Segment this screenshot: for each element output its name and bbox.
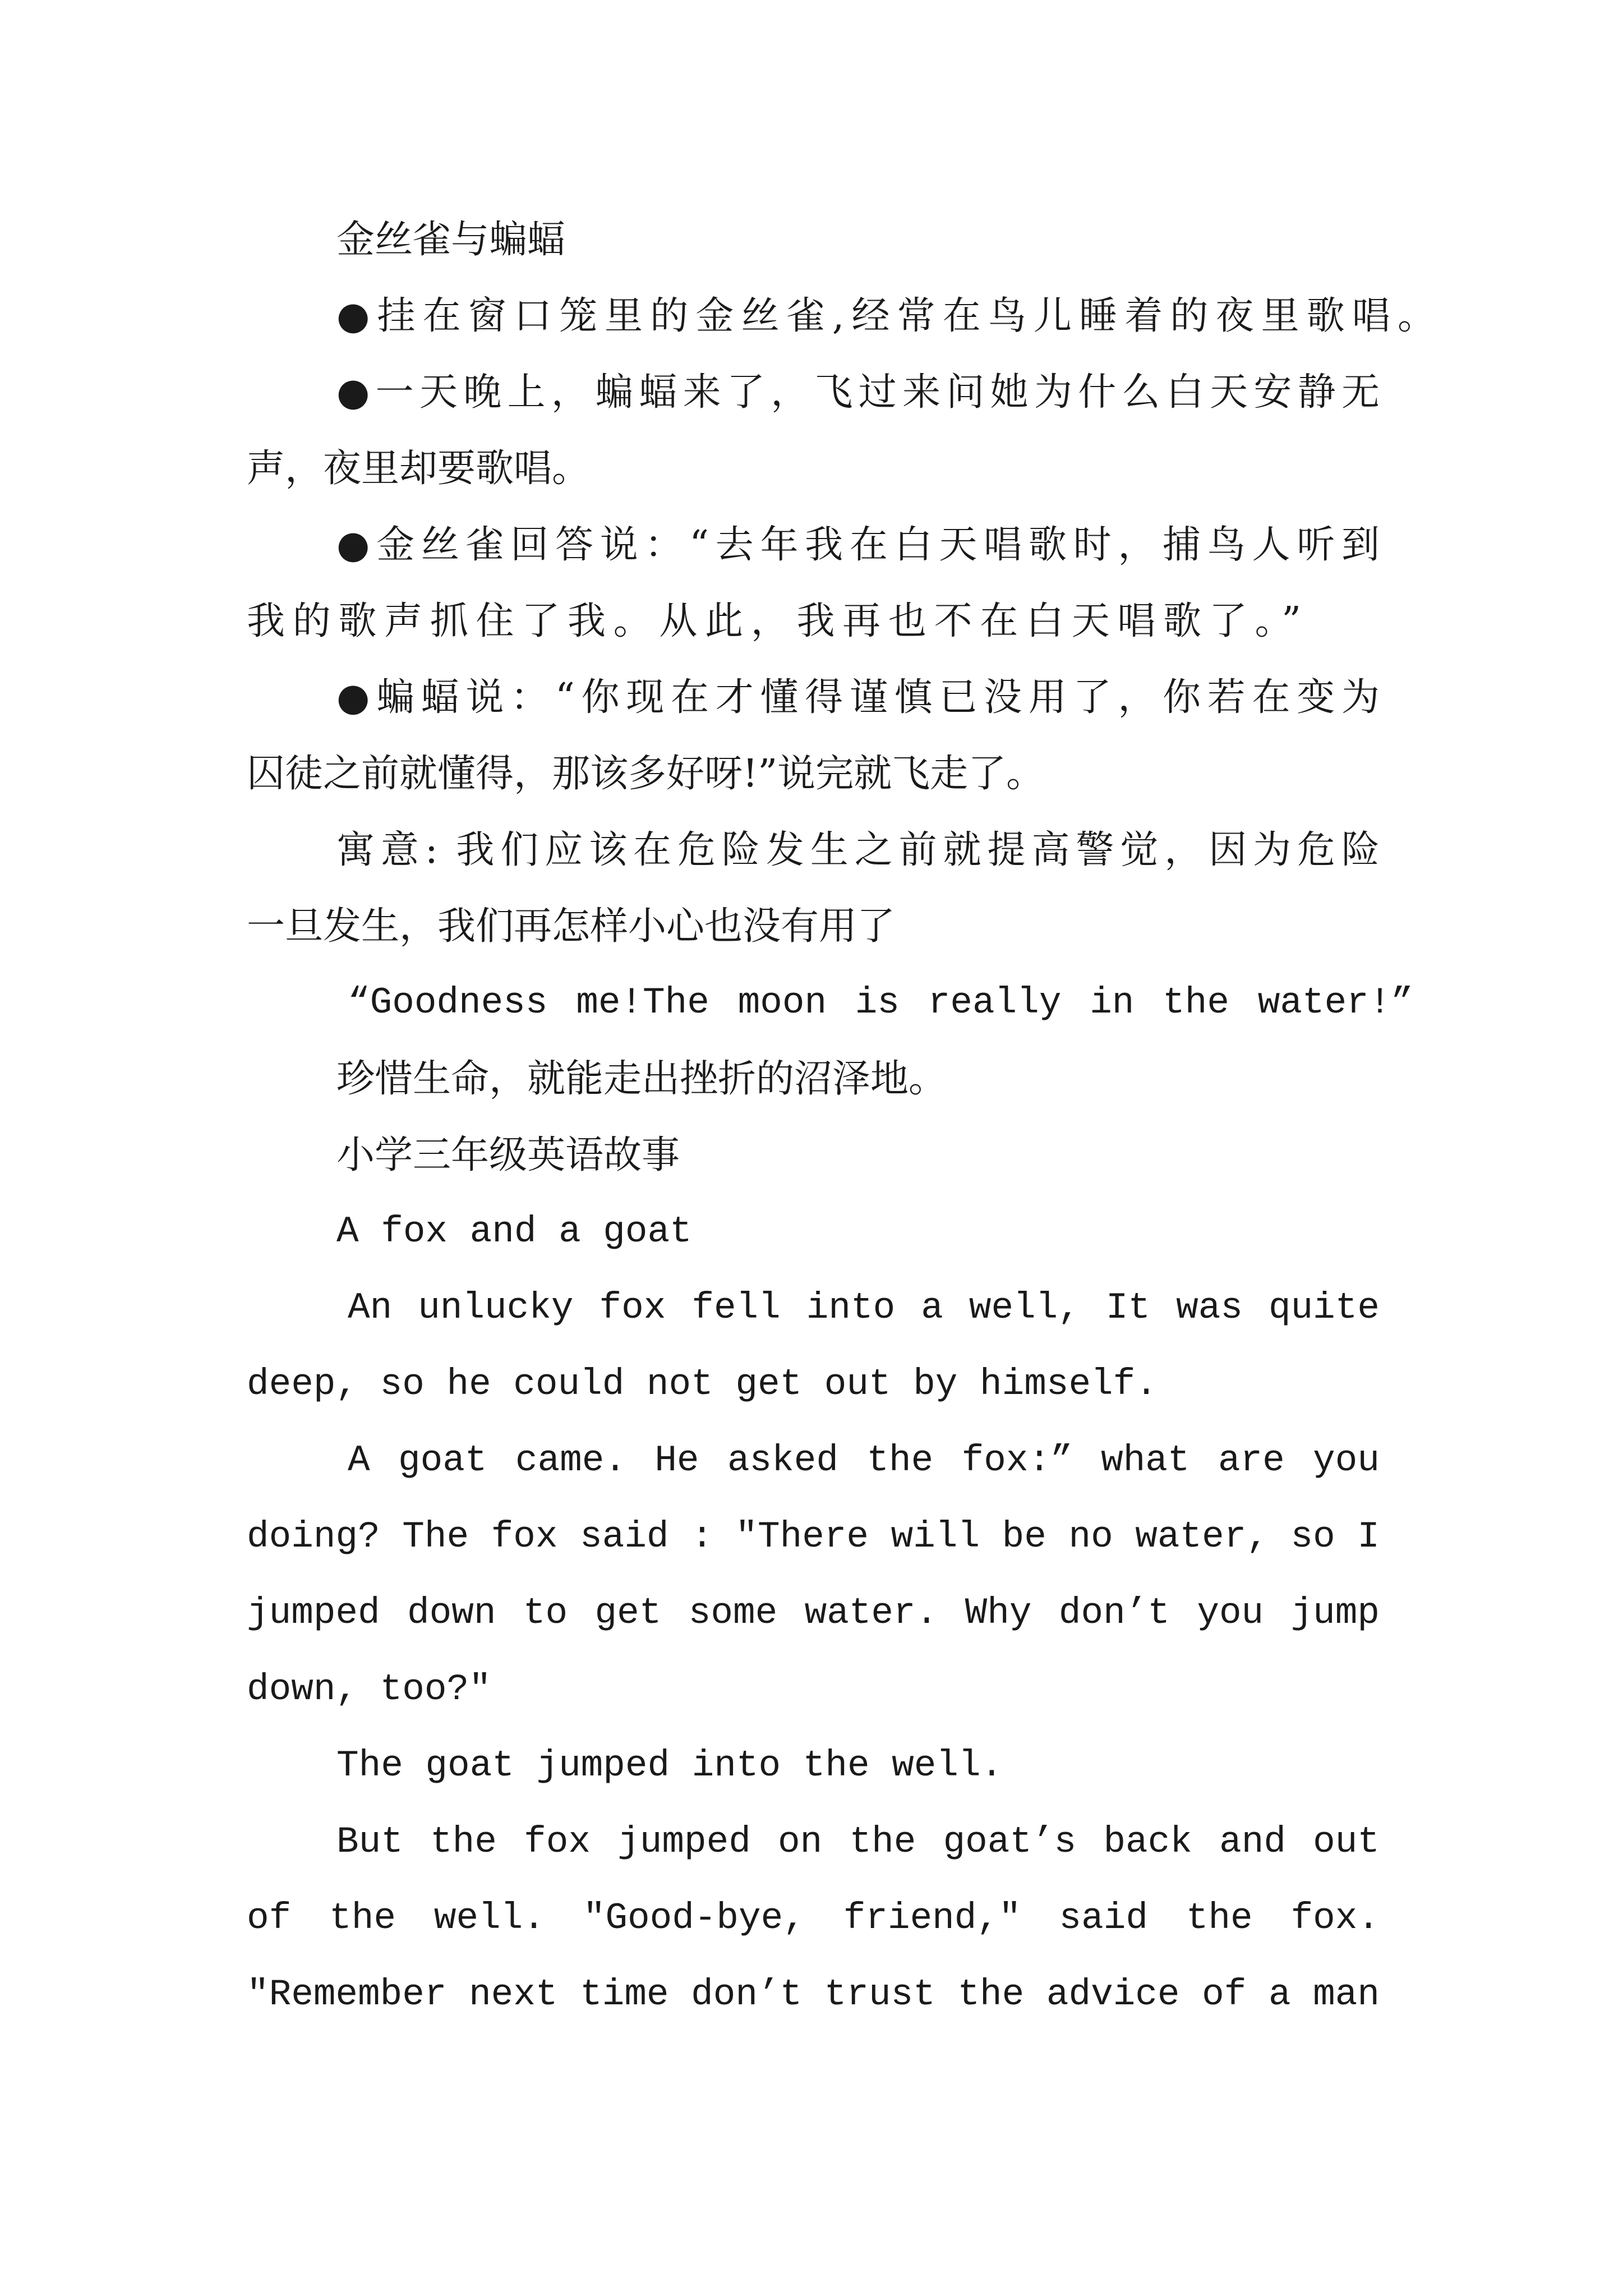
paragraph-line: ●挂在窗口笼里的金丝雀,经常在鸟儿睡着的夜里歌唱。 xyxy=(336,294,1436,338)
paragraph-line: down, too?" xyxy=(247,1668,491,1710)
story-title: 金丝雀与蝙蝠 xyxy=(336,218,566,262)
paragraph-line: An unlucky fox fell into a well, It was quite xyxy=(348,1287,1380,1329)
story-title: A fox and a goat xyxy=(336,1211,692,1253)
paragraph-line: A goat came. He asked the fox:” what are you xyxy=(348,1439,1380,1481)
paragraph-line: ●蝙蝠说：“你现在才懂得谨慎已没用了，你若在变为 xyxy=(336,675,1380,720)
paragraph-line: 声，夜里却要歌唱。 xyxy=(247,447,591,491)
section-heading: 小学三年级英语故事 xyxy=(336,1133,680,1177)
paragraph-line: But the fox jumped on the goat’s back and out xyxy=(336,1821,1380,1863)
paragraph-line: 我的歌声抓住了我。从此，我再也不在白天唱歌了。” xyxy=(247,599,1301,643)
moral-line: 一旦发生，我们再怎样小心也没有用了 xyxy=(247,904,896,949)
paragraph-line: jumped down to get some water. Why don’t you jump xyxy=(247,1592,1380,1634)
paragraph-line: ●金丝雀回答说：“去年我在白天唱歌时，捕鸟人听到 xyxy=(336,523,1380,567)
paragraph-line: ●一天晚上，蝙蝠来了，飞过来问她为什么白天安静无 xyxy=(336,370,1380,415)
paragraph-line: of the well. "Good-bye, friend," said the fox. xyxy=(247,1897,1380,1939)
quote-line: “Goodness me!The moon is really in the water!” xyxy=(348,982,1413,1024)
paragraph-line: doing? The fox said : "There will be no water, so I xyxy=(247,1516,1380,1558)
paragraph-line: 囚徒之前就懂得，那该多好呀!”说完就飞走了。 xyxy=(247,752,1045,796)
paragraph-line: "Remember next time don’t trust the advice of a man xyxy=(247,1973,1380,2016)
paragraph-line: The goat jumped into the well. xyxy=(336,1745,1003,1787)
moral-line: 寓意: 我们应该在危险发生之前就提高警觉，因为危险 xyxy=(336,828,1380,872)
paragraph-line: 珍惜生命，就能走出挫折的沼泽地。 xyxy=(336,1057,947,1101)
paragraph-line: deep, so he could not get out by himself. xyxy=(247,1363,1158,1405)
